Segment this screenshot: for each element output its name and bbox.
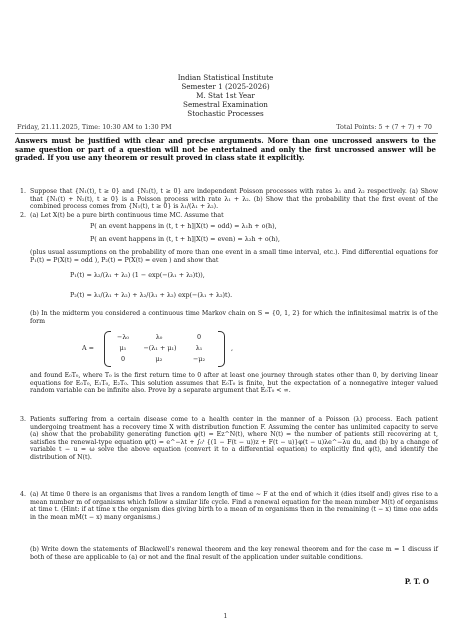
- matrix-cell: −(λ₁ + μ₁): [143, 344, 177, 352]
- institute-name: Indian Statistical Institute: [177, 73, 274, 82]
- q3-text: Patients suffering from a certain disease come to a health center in the manner of a Poisson (λ) process. Each patient undergoing treatment has a recovery time X with distribution function F. Assuming the center has unlimited capacity to serve (a) show that the probability generating function φ(t) = Ez^N(t), where N(t) = the number of patients still recovering at t, satisfies the renewal-type equation φ(t) = e^−λt + ∫₀ᵗ {(1 − F(t − u))z + F(t − u)}φ(t − u)λe^−λu du, and (b) by a change of variable t − u = ω solve the above equation (convert it to a differential equation) to explicitly find φ(t), and identify the distribution of N(t).: [30, 416, 438, 461]
- matrix-cell: μ₂: [155, 355, 163, 363]
- matrix-end: ,: [230, 344, 234, 352]
- total-points: Total Points: 5 + (7 + 7) + 70: [336, 123, 432, 131]
- q2-eq-odd: P( an event happens in (t, t + h]|X(t) = odd) = λ₁h + o(h),: [90, 222, 277, 230]
- q4-partb: (b) Write down the statements of Blackwell's renewal theorem and the key renewal theorem and for the case m = 1 discuss if both of these are applicable to (a) or not and the final result of the application under suitable conditions.: [30, 546, 438, 561]
- matrix-right-bracket: [218, 331, 225, 367]
- matrix-cell: λ₁: [195, 344, 203, 352]
- matrix-cell: μ₁: [119, 344, 127, 352]
- q2-p2: P₂(t) = λ₁/(λ₁ + λ₂) + λ₂/(λ₁ + λ₂) exp(−(λ₁ + λ₂)t).: [70, 291, 233, 299]
- q1-text: Suppose that {N₁(t), t ≥ 0} and {N₂(t), t ≥ 0} are independent Poisson processes with rates λ₁ and λ₂ respectively. (a) Show that {N₁(t) + N₂(t), t ≥ 0} is a Poisson process with rate λ₁ + λ₂. (b) Show that the probability that the first event of the combined process comes from {N₁(t), t ≥ 0} is λ₁/(λ₁ + λ₂).: [30, 188, 438, 211]
- matrix-label: A =: [82, 344, 95, 352]
- matrix-cell: 0: [120, 355, 126, 363]
- semester-line: Semester 1 (2025-2026): [181, 82, 270, 91]
- please-turn-over: P. T. O: [404, 577, 429, 586]
- q4-text: (a) At time 0 there is an organisms that lives a random length of time ~ F at the end of which it (dies itself and) gives rise to a mean number m of organisms which follow a similar life cycle. Find a renewal equation for the mean number M(t) of organisms at time t. (Hint: if at time x the organism dies giving birth to a mean of m organisms then in the remaining (t − x) time one adds in the mean mM(t − x) many organisms.): [30, 491, 438, 521]
- infinitesimal-matrix: [82, 331, 262, 367]
- matrix-cell: −μ₂: [192, 355, 206, 363]
- exam-line: Semestral Examination: [183, 100, 268, 109]
- matrix-cell: 0: [196, 333, 202, 341]
- q1-number: 1.: [20, 188, 26, 195]
- q4-number: 4.: [20, 491, 26, 498]
- q2-mid: (plus usual assumptions on the probability of more than one event in a small time interval, etc.). Find differential equations for P₁(t) = P(X(t) = odd ), P₂(t) = P(X(t) = even ) and show that: [30, 249, 438, 264]
- header-divider: [15, 133, 438, 134]
- matrix-cell: −λ₀: [117, 333, 129, 341]
- program-line: M. Stat 1st Year: [196, 91, 255, 100]
- q2-eq-even: P( an event happens in (t, t + h]|X(t) = even) = λ₂h + o(h),: [90, 235, 280, 243]
- q3-number: 3.: [20, 416, 26, 423]
- page-number: 1: [223, 612, 228, 620]
- q2-p1: P₁(t) = λ₂/(λ₁ + λ₂) (1 − exp(−(λ₁ + λ₂)t)),: [70, 271, 205, 279]
- course-title: Stochastic Processes: [187, 109, 264, 118]
- q2-after: and found E₀T₀, where T₀ is the first return time to 0 after at least one journey through states other than 0, by deriving linear equations for E₀T₀, E₁T₀, E₂T₀. This solution assumes that E₀T₀ is finite, but the expectation of a nonnegative integer valued random variable can be infinite also. Prove by a separate argument that E₀T₀ < ∞.: [30, 372, 438, 395]
- date-time: Friday, 21.11.2025, Time: 10:30 AM to 1:30 PM: [17, 123, 172, 131]
- q2-partb: (b) In the midterm you considered a continuous time Markov chain on S = {0, 1, 2} for which the infinitesimal matrix is of the form: [30, 310, 438, 325]
- q2-intro: (a) Let X(t) be a pure birth continuous time MC. Assume that: [30, 212, 224, 219]
- q2-number: 2.: [20, 212, 26, 219]
- matrix-cell: λ₀: [155, 333, 163, 341]
- exam-instructions: Answers must be justified with clear and precise arguments. More than one uncrossed answers to the same question or part of a question will not be entertained and only the first uncrossed answer will be graded. If you use any theorem or result proved in class state it explicitly.: [15, 136, 436, 163]
